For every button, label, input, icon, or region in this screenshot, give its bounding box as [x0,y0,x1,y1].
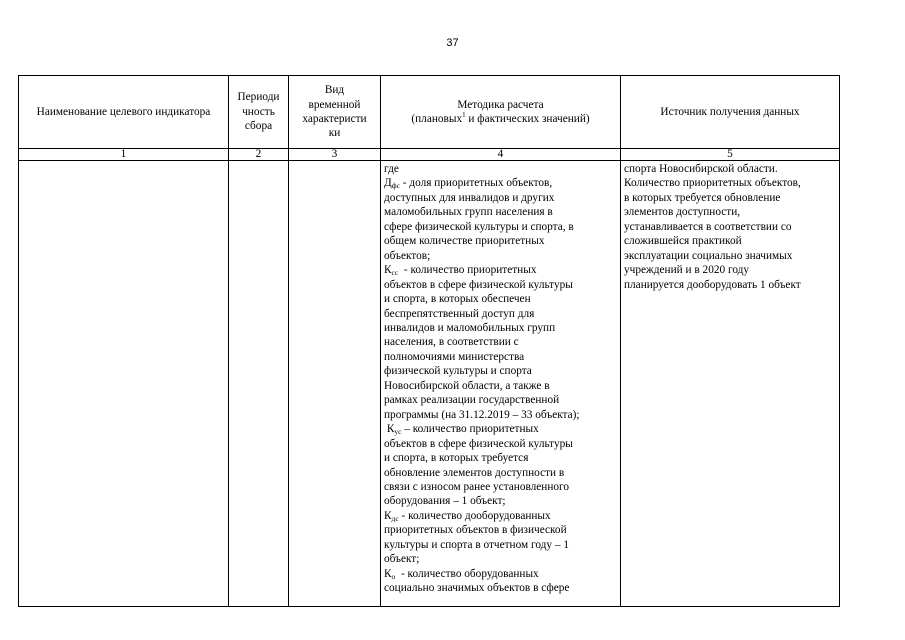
source-line: планируется дооборудовать 1 объект [624,278,801,291]
method-line: сфере физической культуры и спорта, в [384,220,574,233]
cell-method [381,161,621,607]
method-line: объектов в сфере физической культуры [384,437,573,450]
cell-time-characteristic [289,161,381,607]
variable-definition: - доля приоритетных объектов, [399,177,553,190]
method-line: где [384,163,399,175]
header-periodicity [229,76,289,149]
column-number: 2 [229,149,289,161]
source-line: эксплуатации социально значимых [624,249,793,262]
cell-indicator-name [19,161,229,607]
method-line: программы (на 31.12.2019 – 33 объекта); [384,408,580,421]
column-number: 3 [289,149,381,161]
cell-periodicity [229,161,289,607]
method-line: общем количестве приоритетных [384,235,545,248]
header-method-actual: и фактических значений) [465,113,590,125]
source-line: спорта Новосибирской области. [624,163,778,175]
header-periodicity-line: чность [242,105,275,118]
method-line [384,263,617,277]
header-method-planned: (плановых [411,113,463,125]
method-line: обновление элементов доступности в [384,466,565,479]
variable-definition: - количество дооборудованных [398,509,551,522]
method-line: доступных для инвалидов и других [384,191,555,204]
method-line: социально значимых объектов в сфере [384,582,570,595]
method-line: приоритетных объектов в физической [384,524,567,537]
method-line: оборудования – 1 объект; [384,495,506,508]
page-number: 37 [446,37,459,49]
method-line: беспрепятственный доступ для [384,307,535,320]
method-line: связи с износом ранее установленного [384,480,570,493]
source-line: Количество приоритетных объектов, [624,177,801,190]
header-row [19,76,840,149]
variable-symbol: К [384,423,395,436]
variable-symbol: К [384,567,392,580]
method-line: полномочиями министерства [384,350,525,363]
source-line: устанавливается в соответствии со [624,220,792,233]
variable-symbol: К [384,264,392,277]
method-line: рамках реализации государственной [384,394,560,407]
method-line: инвалидов и маломобильных групп [384,321,556,334]
variable-subscript: фс [391,181,400,191]
header-indicator-name: Наименование целевого индикатора [19,76,229,149]
method-line: и спорта, в которых обеспечен [384,293,531,306]
variable-subscript: ус [394,427,402,437]
source-line: в которых требуется обновление [624,191,781,204]
header-periodicity-line: сбора [244,120,273,133]
column-number: 5 [621,149,840,161]
header-time-line: Вид [324,84,345,97]
header-periodicity-line: Периоди [237,91,280,104]
table-row [19,161,840,607]
header-time-line: временной [308,98,361,111]
method-line [384,509,617,523]
cell-source [621,161,840,607]
method-line: маломобильных групп населения в [384,206,553,219]
header-method [381,76,621,149]
header-method-subtitle [384,112,617,126]
method-line [384,567,617,581]
variable-symbol: Д [384,177,392,190]
variable-symbol: К [384,509,392,522]
source-line: сложившейся практикой [624,235,742,248]
variable-definition: - количество оборудованных [395,567,539,580]
variable-definition: - количество приоритетных [398,264,537,277]
method-line: и спорта, в которых требуется [384,452,529,465]
method-line: объект; [384,553,420,566]
variable-definition: – количество приоритетных [401,423,539,436]
method-line [384,422,617,436]
source-line: элементов доступности, [624,206,741,219]
variable-subscript: о [391,571,396,581]
header-time-line: характеристи [302,113,367,125]
column-number: 1 [19,149,229,161]
header-time-characteristic [289,76,381,149]
indicator-table [18,75,840,607]
column-number-row [19,149,840,161]
column-number: 4 [381,149,621,161]
header-time-line: ки [328,127,341,140]
variable-subscript: сс [391,268,399,278]
method-line: физической культуры и спорта [384,365,532,378]
source-line: учреждений и в 2020 году [624,264,750,277]
method-line: объектов; [384,249,431,262]
header-method-title: Методика расчета [457,98,544,111]
method-line: населения, в соответствии с [384,336,519,349]
method-line: объектов в сфере физической культуры [384,278,573,291]
method-line [384,176,617,190]
footnote-marker: 1 [462,112,466,120]
method-line: культуры и спорта в отчетном году – 1 [384,538,570,551]
method-line: Новосибирской области, а также в [384,379,550,392]
variable-subscript: дс [391,513,399,523]
header-source: Источник получения данных [621,76,840,149]
